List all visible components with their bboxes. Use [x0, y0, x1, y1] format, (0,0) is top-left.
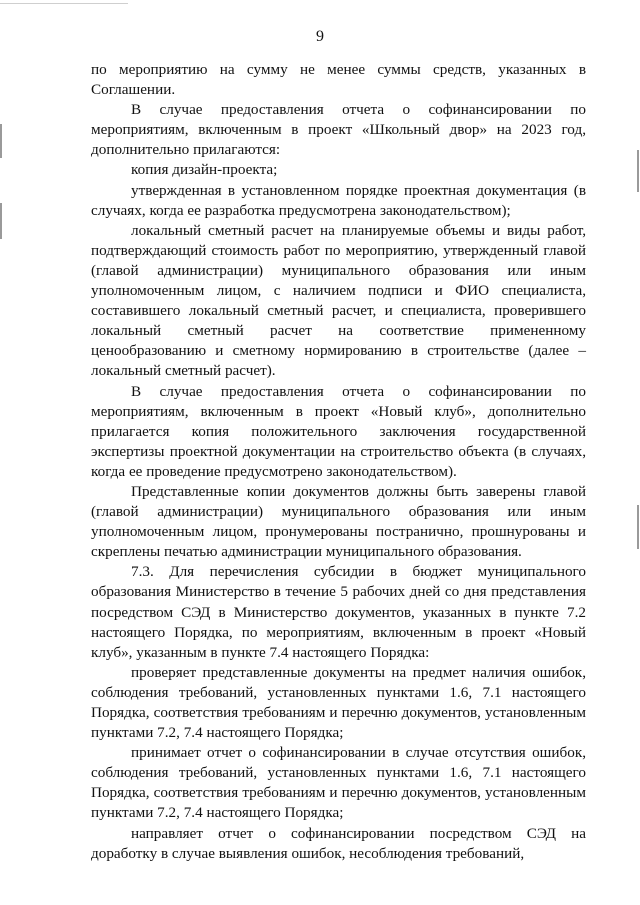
scan-edge-mark [0, 124, 2, 158]
scan-edge-line [0, 3, 128, 4]
paragraph: локальный сметный расчет на планируемые объемы и виды работ, подтверждающий стоимость работ по мероприятию, утвержденный главой (главой администрации) муниципального образования или иным уполномоченным лицом, с наличием подписи и ФИО специалиста, составившего локальный сметный расчет, и специалиста, проверившего локальный сметный расчет на соответствие примененному ценообразованию и сметному нормированию в строительстве (далее – локальный сметный расчет). [91, 221, 586, 380]
scan-edge-mark [0, 203, 2, 239]
scan-edge-mark [637, 150, 639, 192]
paragraph: по мероприятию на сумму не менее суммы средств, указанных в Соглашении. [91, 61, 586, 99]
paragraph: В случае предоставления отчета о софинансировании по мероприятиям, включенным в проект «Школьный двор» на 2023 год, дополнительно прилагаются: [91, 101, 586, 159]
document-body [91, 60, 586, 864]
paragraph: Представленные копии документов должны быть заверены главой (главой администрации) муниципального образования или иным уполномоченным лицом, пронумерованы постранично, прошнурованы и скреплены печатью администрации муниципального образования. [91, 482, 586, 561]
scan-edge-mark [637, 505, 639, 549]
paragraph: направляет отчет о софинансировании посредством СЭД на доработку в случае выявления ошибок, несоблюдения требований, [91, 824, 586, 862]
paragraph: 7.3. Для перечисления субсидии в бюджет муниципального образования Министерство в течение 5 рабочих дней со дня представления посредством СЭД в Министерство документов, указанных в пункте 7.2 настоящего Порядка, по мероприятиям, включенным в проект «Новый клуб», указанным в пункте 7.4 настоящего Порядка: [91, 563, 586, 661]
paragraph: копия дизайн-проекта; [131, 161, 278, 179]
paragraph: принимает отчет о софинансировании в случае отсутствия ошибок, соблюдения требований, установленных пунктами 1.6, 7.1 настоящего Порядка, соответствия требованиям и перечню документов, установленным пунктами 7.2, 7.4 настоящего Порядка; [91, 744, 586, 822]
paragraph: утвержденная в установленном порядке проектная документация (в случаях, когда ее разработка предусмотрена законодательством); [91, 181, 586, 219]
page-number: 9 [316, 28, 324, 45]
paragraph: проверяет представленные документы на предмет наличия ошибок, соблюдения требований, установленных пунктами 1.6, 7.1 настоящего Порядка, соответствия требованиям и перечню документов, установленным пунктами 7.2, 7.4 настоящего Порядка; [91, 663, 586, 742]
paragraph: В случае предоставления отчета о софинансировании по мероприятиям, включенным в проект «Новый клуб», дополнительно прилагается копия положительного заключения государственной экспертизы проектной документации на строительство объекта (в случаях, когда ее проведение предусмотрено законодательством). [91, 382, 586, 480]
